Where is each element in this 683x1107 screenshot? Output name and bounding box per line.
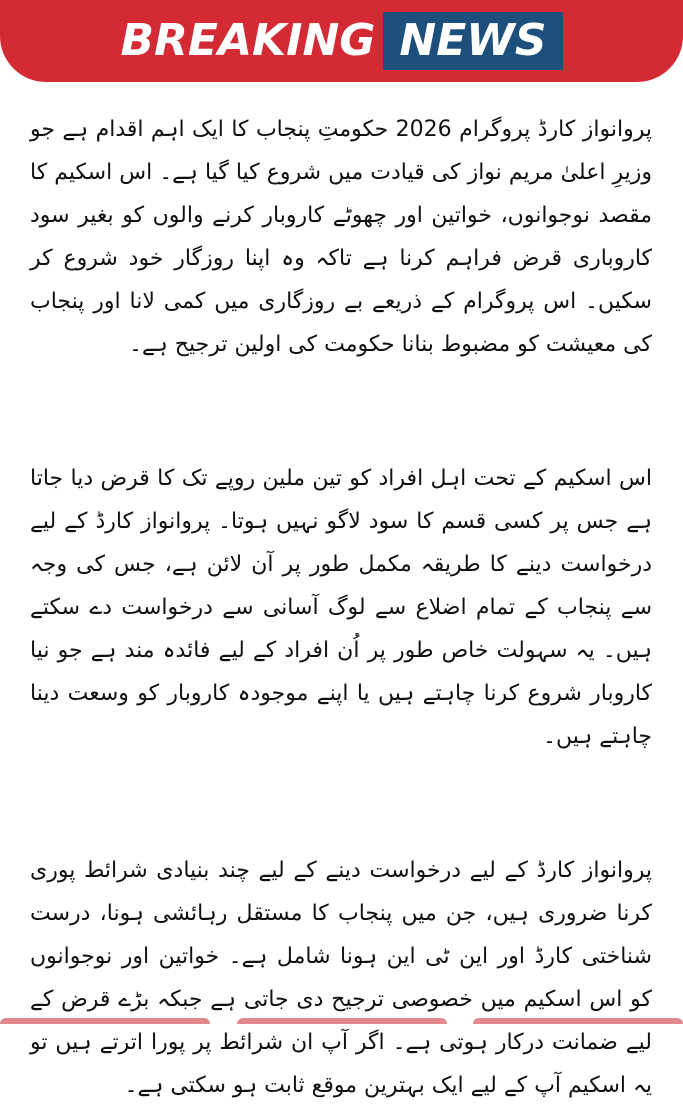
news-label: NEWS bbox=[399, 12, 546, 70]
breaking-label: BREAKING bbox=[120, 12, 375, 70]
article-paragraph-2: اس اسکیم کے تحت اہل افراد کو تین ملین روپے تک کا قرض دیا جاتا ہے جس پر کسی قسم کا سود لاگو نہیں ہوتا۔ پروانواز کارڈ کے لیے درخواست دینے کا طریقہ مکمل طور پر آن لائن ہے، جس کی وجہ سے پنجاب کے تمام اضلاع سے لوگ آسانی سے درخواست دے سکتے ہیں۔ یہ سہولت خاص طور پر اُن افراد کے لیے فائدہ مند ہے جو نیا کاروبار شروع کرنا چاہتے ہیں یا اپنے موجودہ کاروبار کو وسعت دینا چاہتے ہیں۔ bbox=[30, 457, 652, 758]
article-paragraph-3: پروانواز کارڈ کے لیے درخواست دینے کے لیے چند بنیادی شرائط پوری کرنا ضروری ہیں، جن میں پنجاب کا مستقل رہائشی ہونا، درست شناختی کارڈ اور این ٹی این ہونا شامل ہے۔ خواتین اور نوجوانوں کو اس اسکیم میں خصوصی ترجیح دی جاتی ہے جبکہ بڑے قرض کے لیے ضمانت درکار ہوتی ہے۔ اگر آپ ان شرائط پر پورا اترتے ہیں تو یہ اسکیم آپ کے لیے ایک بہترین موقع ثابت ہو سکتی ہے۔ bbox=[30, 849, 652, 1107]
breaking-news-banner bbox=[0, 0, 683, 82]
bottom-tab bbox=[237, 1018, 447, 1024]
news-label-box bbox=[383, 12, 562, 70]
bottom-tab bbox=[0, 1018, 210, 1024]
article-body bbox=[30, 108, 652, 1107]
banner-title bbox=[0, 10, 683, 72]
bottom-tab bbox=[473, 1018, 683, 1024]
article-paragraph-1: پروانواز کارڈ پروگرام 2026 حکومتِ پنجاب کا ایک اہم اقدام ہے جو وزیرِ اعلیٰ مریم نواز کی قیادت میں شروع کیا گیا ہے۔ اس اسکیم کا مقصد نوجوانوں، خواتین اور چھوٹے کاروبار کرنے والوں کو بغیر سود کاروباری قرض فراہم کرنا ہے تاکہ وہ اپنا روزگار خود شروع کر سکیں۔ اس پروگرام کے ذریعے بے روزگاری میں کمی لانا اور پنجاب کی معیشت کو مضبوط بنانا حکومت کی اولین ترجیح ہے۔ bbox=[30, 108, 652, 366]
bottom-decoration bbox=[0, 1018, 683, 1024]
